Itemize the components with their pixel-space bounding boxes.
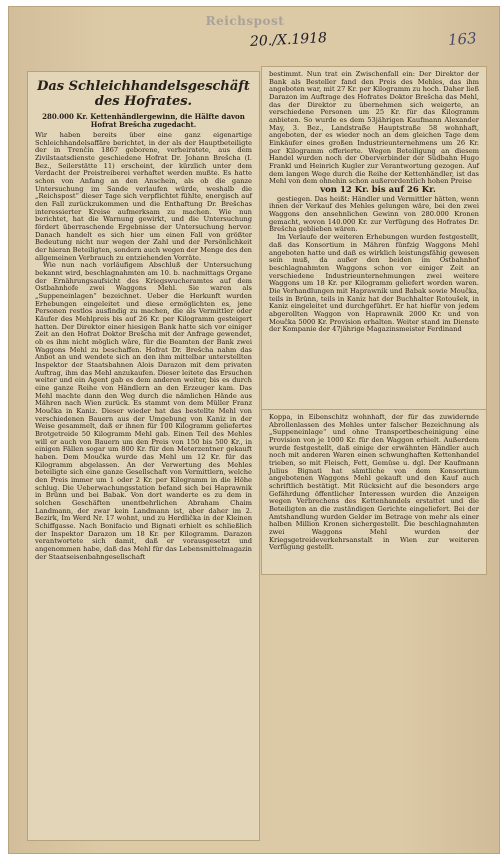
- article-paragraph: Koppa, in Eibenschitz wohnhaft, der für das zuwidernde Abrollenlassen des Mehles unter falscher Bezeichnung als „Suppeneinlage“ und ohne Transportbescheinigung eine Provision von je 1000 Kr. für den Waggon erhielt. Außerdem wurde festgestellt, daß einige der erwähnten Händler auch noch mit anderen Waren einen schwunghaften Kettenhandel trieben, so mit Fleisch, Fett, Gemüse u. dgl. Der Kaufmann Julius Bignati hat sämtliche von dem Konsortium angebotenen Waggons Mehl gekauft und den Kauf auch schriftlich bestätigt. Mit Rücksicht auf die besonders arge Gefährdung öffentlicher Interessen wurden die Anzeigen wegen Verbrechens des Kettenhandels erstattet und die Beteiligten an die zuständigen Gerichte eingeliefert. Bei der Amtshandlung wurden Gelder im Betrage von mehr als einer halben Million Kronen sichergestellt. Die beschlagnahmten zwei Waggons Mehl wurden der Kriegsgetreideverkehrsanstalt in Wien zur weiteren Verfügung gestellt.: [269, 413, 479, 552]
- article-subhead: 280.000 Kr. Kettenhändlergewinn, die Hälfte davon Hofrat Brešcha zugedacht.: [42, 111, 245, 129]
- article-column-right-bottom: [262, 410, 486, 574]
- article-column-right-top: [262, 67, 486, 409]
- masthead: Reichspost: [205, 14, 285, 28]
- article-paragraph: Im Verlaufe der weiteren Erhebungen wurden festgestellt, daß das Konsortium in Mähren fünfzig Waggons Mehl angeboten hatte und daß es wirklich leistungsfähig gewesen sein muß, da außer den beiden im Ostbahnhof beschlagnahmten Waggons schon vor einiger Zeit an verschiedene Industrieunternehmungen zwei weitere Waggons um 18 Kr. per Kilogramm geliefert worden waren. Die Verhandlungen mit Haprawnik und Babak sowie Moučka, teils in Brünn, teils in Kaniz hat der Buchhalter Rotoušek, in Kaniz eingeleitet und durchgeführt. Er hat hiefür von jedem abgerollten Waggon von Haprawnik 2000 Kr. und von Moučka 5000 Kr. Provision erhalten. Weiter stand im Dienste der Kompanie der 47jährige Magazinsmeister Ferdinand: [269, 233, 479, 334]
- handwritten-date: 20./X.1918: [249, 29, 328, 51]
- article-paragraph: Wie nun nach vorläufigem Abschluß der Untersuchung bekannt wird, beschlagnahmten am 10. b. nachmittags Organe der Ernährungsaufsicht des Kriegswucheramtes auf dem Ostbahnhofe zwei Waggons Mehl. Sie waren als „Suppeneinlagen“ bezeichnet. Ueber die Herkunft wurden Erhebungen eingeleitet und diese ermöglichten es, jene Personen restlos ausfindig zu machen, die als Vermittler oder Käufer des Mehlpreis bis auf 26 Kr. per Kilogramm gesteigert hatten. Der Direktor einer hiesigen Bank hatte sich vor einiger Zeit an den Hofrat Doktor Brešcha mit der Anfrage gewendet, ob es ihm nicht möglich wäre, für die Beamten der Bank zwei Waggons Mehl zu beschaffen. Hofrat Dr. Brešcha nahm das Anbot an und wendete sich an den ihm mittelbar unterstellten Inspektor der Staatsbahnen Alois Darazon mit dem privaten Auftrag, ihm das Mehl anzukaufen. Dieser leitete das Ersuchen weiter und ein Agent gab es dem anderen weiter, bis es durch eine ganze Reihe von Händlern an den Erzeuger kam. Das Mehl machte dann den Weg durch die nämlichen Hände aus Mähren nach Wien zurück. Es stammt von dem Müller Franz Moučka in Kaniz. Dieser wieder hat das bestellte Mehl von verschiedenen Bauern aus der Umgebung von Kaniz in der Weise gesammelt, daß er ihnen für 100 Kilogramm geliefertes Brotgetreide 50 Kilogramm Mehl gab. Einen Teil des Mehles will er auch von Bauern um den Preis von 150 bis 500 Kr., in einigen Fällen sogar um 800 Kr. für den Meterzentner gekauft haben. Dem Moučka wurde das Mehl um 12 Kr. für das Kilogramm abgelassen. An der Verwertung des Mehles beteiligte sich eine ganze Gesellschaft von Vermittlern, welche den Preis immer um 1 oder 2 Kr. per Kilogramm in die Höhe schlug. Die Ueberwachungsstation befand sich bei Haprawnik in Brünn und bei Babak. Von dort wanderte es zu dem in solchen Geschäften unentbehrlichen Abraham Chaim Landmann, der zwar kein Landmann ist, aber daher im 2. Bezirk, Im Werd Nr. 17 wohnt, und zu Herdlička in der Kleinen Schiffgasse. Nach Bonifacio und Bignati erhielt es schließlich der Inspektor Darazon um 18 Kr. per Kilogramm. Darazon verantwortete sich damit, daß er vorausgesetzt und angenommen habe, daß das Mehl für das Lebensmittelmagazin der Staatseisenbahngesellschaft: [35, 261, 252, 561]
- article-paragraph: bestimmt. Nun trat ein Zwischenfall ein: Der Direktor der Bank als Besteller fand den Preis des Mehles, das ihm angeboten war, mit 27 Kr. per Kilogramm zu hoch. Daher ließ Darazon im Auftrage des Hofrates Doktor Brešcha das Mehl, das der Direktor zu übernehmen sich weigerte, an verschiedene Personen um 25 Kr. für das Kilogramm anbieten. So wurde es dem 53jährigen Kaufmann Alexander May, 3. Bez., Landstraße Hauptstraße 58 wohnhaft, angeboten, der es wieder noch an dem gleichen Tage dem Einkäufer eines großen Industrieunternehmens um 26 Kr. per Kilogramm offerierte. Wegen Beteiligung an diesem Handel wurden noch der Oberverbinder der Südbahn Hugo Frankl und Heinrich Kugler zur Verantwortung gezogen. Auf dem langen Wege durch die Reihe der Kettenhändler, ist das Mehl von dem ohnehin schon außerordentlich hohen Preise: [269, 70, 479, 186]
- handwritten-page-number: 163: [447, 29, 478, 49]
- article-column-left: [28, 72, 259, 840]
- article-paragraph: Wir haben bereits über eine ganz eigenartige Schleichhandelsaffäre berichtet, in der als der Hauptbeteiligte der in Trenčín 1867 geborene, verheiratete, aus dem Zivilstaatsdienste geschiedene Hofrat Dr. Johann Brešcha (I. Bez., Seilerstätte 11) erscheint, der kürzlich unter dem Verdacht der Preistreiberei verhaftet werden mußte. Es hatte schon von Anfang an den Anschein, als ob die ganze Untersuchung im Sande verlaufen würde, weshalb die „Reichspost“ dieser Tage sich verpflichtet fühlte, energisch auf den Fall zurückzukommen und die Enthaftung Dr. Brešchas interessierter Kreise aufmerksam zu machen. Wie nun berichtet, hat die Warnung gewirkt, und die Untersuchung fördert überraschende Ergebnisse der Untersuchung hervor. Danach handelt es sich hier um einen Fall von größter Bedeutung nicht nur wegen der Zahl und der Persönlichkeit der hieran Beteiligten, sondern auch wegen der Menge des den allgemeinen Verbrauch zu entziehenden Vorräte.: [35, 130, 252, 262]
- article-headline: Das Schleichhandelsgeschäft des Hofrates.: [37, 79, 250, 109]
- article-paragraph: gestiegen. Das heißt: Händler und Vermittler hätten, wenn ihnen der Verkauf des Mehles gelungen wäre, bei den zwei Waggons den ansehnlichen Gewinn von 280.000 Kronen gemacht, wovon 140.000 Kr. zur Verfügung des Hofrates Dr. Brešcha geblieben wären.: [269, 194, 479, 234]
- price-highlight: von 12 Kr. bis auf 26 Kr.: [320, 185, 436, 196]
